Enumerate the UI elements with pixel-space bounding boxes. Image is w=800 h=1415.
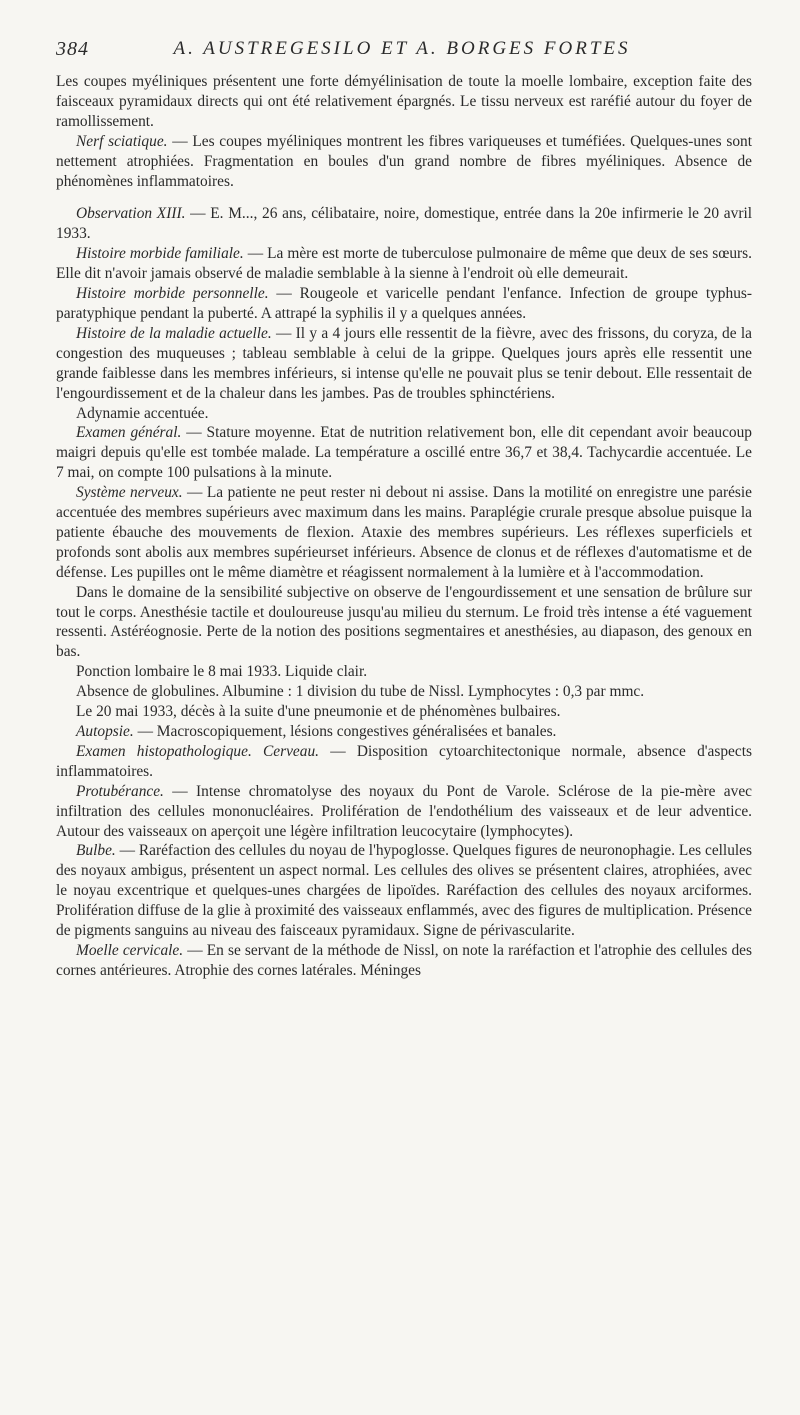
paragraph	[56, 782, 752, 842]
page-header	[56, 38, 748, 66]
paragraph	[56, 244, 752, 284]
paragraph-text: Les coupes myéliniques présentent une forte démyélinisation de toute la moelle lombaire, exception faite des faisceaux pyramidaux directs qui ont été relativement épargnés. Le tissu nerveux est raréfié autour du foyer de ramollissement.	[56, 73, 752, 130]
paragraph-lead: Histoire de la maladie actuelle.	[76, 324, 272, 342]
paragraph-text: — Macroscopiquement, lésions congestives généralisées et banales.	[133, 723, 557, 740]
paragraph	[56, 483, 752, 583]
paragraph-lead: Protubérance.	[76, 782, 164, 800]
paragraph-text: Le 20 mai 1933, décès à la suite d'une pneumonie et de phénomènes bulbaires.	[76, 703, 561, 721]
paragraph	[56, 204, 752, 244]
paragraph-lead: Observation XIII.	[76, 205, 186, 223]
paragraph-lead: Histoire morbide personnelle.	[76, 285, 269, 303]
paragraph-text: — Raréfaction des cellules du noyau de l'hypoglosse. Quelques figures de neuronophagie. Les cellules des noyaux ambigus, présentent un aspect normal. Les cellules des olives se présentent claires, atrophiées, avec le noyau excentrique et quelques-unes chargées de lipoïdes. Raréfaction des cellules des noyaux arciformes. Prolifération diffuse de la glie à proximité des vaisseaux enflammés, avec des figures de multiplication. Présence de pigments sanguins au niveau des faisceaux pyramidaux. Signe de périvascularite.	[56, 842, 752, 940]
paragraph-lead: Examen général.	[76, 424, 182, 442]
paragraph-text: Dans le domaine de la sensibilité subjective on observe de l'engourdissement et une sensation de brûlure sur tout le corps. Anesthésie tactile et douloureuse jusqu'au milieu du sternum. Le froid très intense a été vaguement ressenti. Astéréognosie. Perte de la notion des positions segmentaires et anesthésies, au diapason, des genoux en bas.	[56, 583, 752, 661]
paragraph-text: — Il y a 4 jours elle ressentit de la fièvre, avec des frissons, du coryza, de la congestion des muqueuses ; tableau semblable à celui de la grippe. Quelques jours après elle ressentit une grande faiblesse dans les membres inférieurs, si intense qu'elle ne pouvait plus se tenir debout. Elle ressentait de l'engourdissement et de la chaleur dans les jambes. Pas de troubles sphinctériens.	[56, 324, 752, 402]
running-title: A. AUSTREGESILO ET A. BORGES FORTES	[173, 38, 631, 59]
page-number: 384	[56, 38, 89, 60]
paragraph-lead: Moelle cervicale.	[76, 941, 184, 959]
paragraph	[56, 941, 752, 981]
paragraph	[56, 841, 752, 941]
paragraph-text: — La patiente ne peut rester ni debout ni assise. Dans la motilité on enregistre une parésie accentuée des membres supérieurs avec maximum dans les mains. Paraplégie crurale presque absolue puisque la patiente ébauche des mouvements de flexion. Ataxie des membres supérieurs. Les réflexes superficiels et profonds sont abolis aux membres supérieurset inférieurs. Absence de clonus et de réflexes d'automatisme et de défense. Les pupilles ont le même diamètre et réagissent normalement à la lumière et à l'accommodation.	[56, 484, 753, 581]
paragraph	[56, 682, 752, 702]
paragraph	[56, 132, 752, 192]
paragraph	[56, 583, 752, 663]
paragraph	[56, 702, 752, 722]
paragraph	[56, 423, 752, 483]
paragraph	[56, 742, 752, 782]
paragraph-lead: Bulbe.	[76, 842, 116, 860]
body-text	[56, 72, 752, 981]
paragraph-lead: Nerf sciatique.	[76, 132, 168, 150]
paragraph	[56, 722, 752, 742]
paragraph-text: — Stature moyenne. Etat de nutrition relativement bon, elle dit cependant avoir beaucoup maigri depuis qu'elle est tombée malade. La température a oscillé entre 36,7 et 38,4. Tachycardie accentuée. Le 7 mai, on compte 100 pulsations à la minute.	[56, 424, 753, 482]
paragraph-lead: Système nerveux.	[76, 484, 183, 502]
paragraph-text: — Les coupes myéliniques montrent les fibres variqueuses et tuméfiées. Quelques-unes sont nettement atrophiées. Fragmentation en boules d'un grand nombre de fibres myéliniques. Absence de phénomènes inflammatoires.	[56, 132, 753, 190]
paragraph	[56, 72, 752, 132]
paragraph-lead: Examen histopathologique. Cerveau.	[76, 742, 320, 760]
paragraph-lead: Histoire morbide familiale.	[76, 245, 244, 263]
paragraph-text: Adynamie accentuée.	[76, 404, 209, 422]
paragraph-lead: Autopsie.	[76, 723, 134, 740]
paragraph-text: — Rougeole et varicelle pendant l'enfance. Infection de groupe typhus-paratyphique pendant la puberté. A attrapé la syphilis il y a quelques années.	[56, 285, 752, 322]
paragraph	[56, 404, 752, 424]
paragraph-text: — Intense chromatolyse des noyaux du Pont de Varole. Sclérose de la pie-mère avec infiltration des cellules mononucléaires. Prolifération de l'endothélium des vaisseaux et de leur adventice. Autour des vaisseaux on aperçoit une légère infiltration leucocytaire (lymphocytes).	[56, 782, 752, 840]
paragraph-text: — E. M..., 26 ans, célibataire, noire, domestique, entrée dans la 20e infirmerie le 20 avril 1933.	[56, 205, 752, 243]
paragraph-text: Absence de globulines. Albumine : 1 division du tube de Nissl. Lymphocytes : 0,3 par mmc.	[76, 683, 645, 701]
paragraph	[56, 324, 752, 404]
paragraph-text: Ponction lombaire le 8 mai 1933. Liquide clair.	[76, 663, 368, 681]
paragraph-text: — En se servant de la méthode de Nissl, on note la raréfaction et l'atrophie des cellules des cornes antérieures. Atrophie des cornes latérales. Méninges	[56, 941, 752, 979]
paragraph	[56, 662, 752, 682]
paragraph-text: — La mère est morte de tuberculose pulmonaire de même que deux de ses sœurs. Elle dit n'avoir jamais observé de maladie semblable à la sienne à l'endroit où elle demeurait.	[56, 245, 752, 283]
paragraph	[56, 284, 752, 324]
paragraph-text: — Disposition cytoarchitectonique normale, absence d'aspects inflammatoires.	[56, 742, 752, 780]
